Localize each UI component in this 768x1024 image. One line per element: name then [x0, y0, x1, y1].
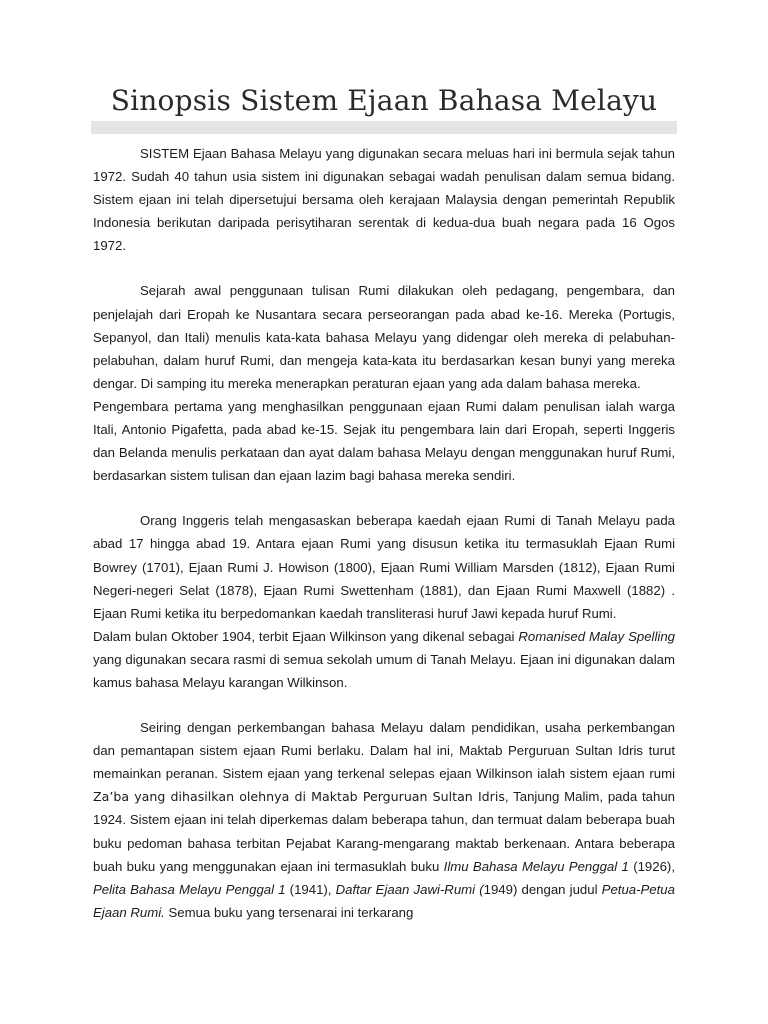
text-segment: Dalam bulan Oktober 1904, terbit Ejaan Wilkinson yang dikenal sebagai	[93, 628, 519, 644]
paragraph-wilkinson	[93, 625, 675, 694]
text-segment: yang digunakan secara rasmi di semua sekolah umum di Tanah Melayu. Ejaan ini digunakan dalam kamus bahasa Melayu karangan Wilkinson.	[93, 651, 675, 690]
text-segment: 1949) dengan judul	[483, 881, 602, 897]
text-segment: Semua buku yang tersenarai ini terkarang	[164, 904, 414, 920]
paragraph-english-methods: Orang Inggeris telah mengasaskan beberapa kaedah ejaan Rumi di Tanah Melayu pada abad 17 hingga abad 19. Antara ejaan Rumi yang disusun ketika itu termasuklah Ejaan Rumi Bowrey (1701), Ejaan Rumi J. Howison (1800), Ejaan Rumi William Marsden (1812), Ejaan Rumi Negeri-negeri Selat (1878), Ejaan Rumi Swettenham (1881), dan Ejaan Rumi Maxwell (1882) . Ejaan Rumi ketika itu berpedomankan kaedah transliterasi huruf Jawi kepada huruf Rumi.	[93, 513, 675, 621]
text-segment: (1926),	[628, 858, 675, 874]
paragraph-zaba	[93, 716, 675, 924]
paragraph-history-early: Sejarah awal penggunaan tulisan Rumi dilakukan oleh pedagang, pengembara, dan penjelajah dari Eropah ke Nusantara secara perseorangan pada abad ke-16. Mereka (Portugis, Sepanyol, dan Itali) menulis kata-kata bahasa Melayu yang didengar oleh mereka di pelabuhan-pelabuhan, dalam huruf Rumi, dan mengeja kata-kata itu berdasarkan kesan bunyi yang mereka dengar. Di samping itu mereka menerapkan peraturan ejaan yang ada dalam bahasa mereka.	[93, 283, 675, 391]
title-underline-bar	[91, 121, 677, 134]
italic-book-title: Pelita Bahasa Melayu Penggal 1	[93, 881, 286, 897]
document-title: Sinopsis Sistem Ejaan Bahasa Melayu	[110, 84, 658, 117]
text-segment: , Tanjung Malim, pada tahun 1924. Sistem ejaan ini telah diperkemas dalam beberapa tahun, dan termuat dalam beberapa buah buku pedoman bahasa terbitan Pejabat Karang-mengarang maktab berkenaan. Antara beberapa buah buku yang menggunakan ejaan ini termasuklah buku	[93, 789, 675, 874]
italic-book-title: Petua-Petua Ejaan Rumi.	[93, 881, 675, 920]
paragraph-history-pigafetta: Pengembara pertama yang menghasilkan penggunaan ejaan Rumi dalam penulisan ialah warga Itali, Antonio Pigafetta, pada abad ke-15. Sejak itu pengembara lain dari Eropah, seperti Inggeris dan Belanda menulis perkataan dan ayat dalam bahasa Melayu dengan menggunakan huruf Rumi, berdasarkan sistem tulisan dan ejaan lazim bagi bahasa mereka sendiri.	[93, 398, 675, 484]
document-body	[93, 142, 675, 924]
paragraph-intro: SISTEM Ejaan Bahasa Melayu yang digunakan secara meluas hari ini bermula sejak tahun 1972. Sudah 40 tahun usia sistem ini digunakan sebagai wadah penulisan dalam semua bidang. Sistem ejaan ini telah dipersetujui bersama oleh kerajaan Malaysia dengan pemerintah Republik Indonesia berikutan daripada perisytiharan serentak di kedua-dua buah negara pada 16 Ogos 1972.	[93, 146, 675, 254]
text-segment: Seiring dengan perkembangan bahasa Melayu dalam pendidikan, usaha perkembangan dan pemantapan sistem ejaan Rumi berlaku. Dalam hal ini, Maktab Perguruan Sultan Idris turut memainkan peranan. Sistem ejaan yang terkenal selepas ejaan Wilkinson ialah sistem ejaan rumi	[93, 720, 675, 782]
italic-title: Romanised Malay Spelling	[518, 628, 675, 644]
italic-book-title: Ilmu Bahasa Melayu Penggal 1	[443, 858, 629, 874]
italic-book-title: Daftar Ejaan Jawi-Rumi (	[335, 881, 484, 897]
text-segment-alt-font: Za’ba yang dihasilkan olehnya di Maktab Perguruan Sultan Idris	[93, 789, 505, 805]
text-segment: (1941),	[285, 881, 336, 897]
